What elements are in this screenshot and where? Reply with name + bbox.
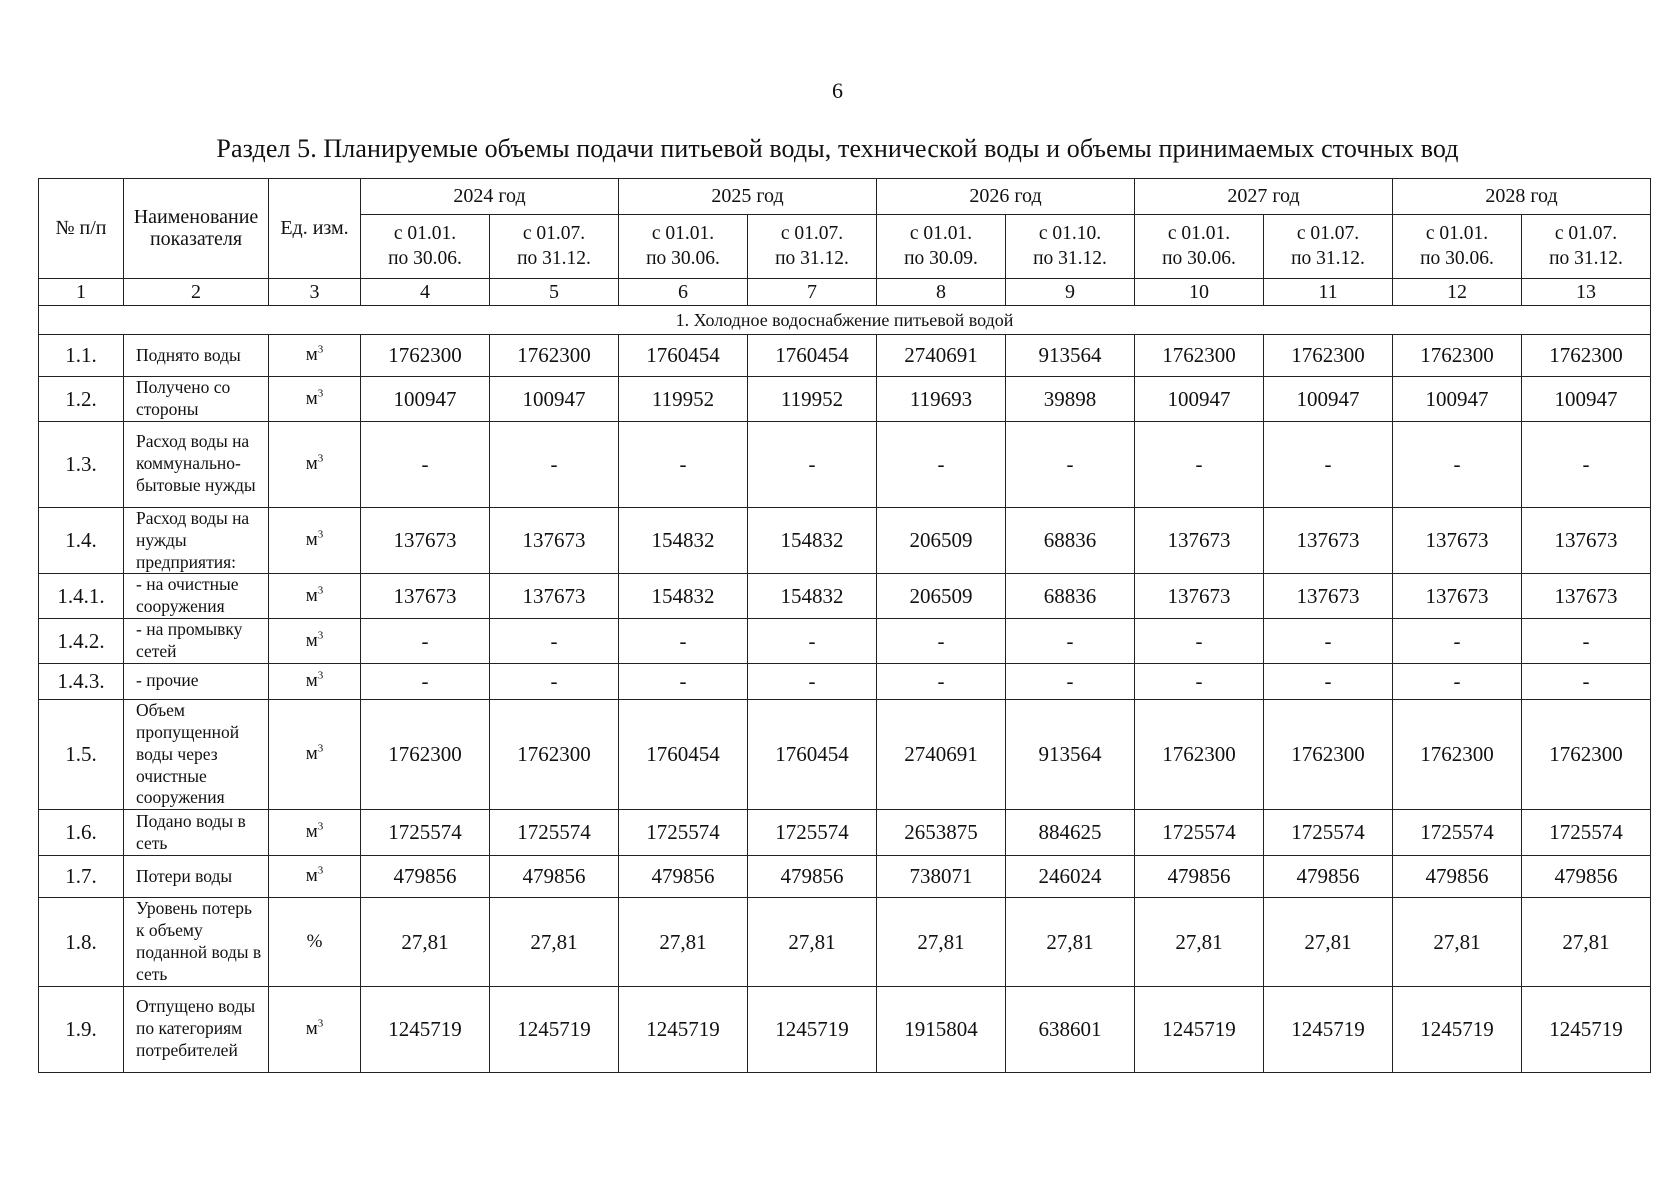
value-cell: 1762300 bbox=[1393, 699, 1522, 809]
period-to: по 31.12. bbox=[517, 247, 591, 269]
value-cell: - bbox=[1006, 421, 1135, 507]
unit-power: 3 bbox=[317, 629, 324, 642]
value-cell: - bbox=[1522, 663, 1651, 699]
value-cell: - bbox=[1393, 421, 1522, 507]
row-number: 1.4. bbox=[39, 507, 124, 574]
period-to: по 31.12. bbox=[1549, 247, 1623, 269]
row-name: Отпущено воды по категориям потребителей bbox=[124, 986, 269, 1072]
row-unit bbox=[269, 663, 361, 699]
period-to: по 30.06. bbox=[1162, 247, 1236, 269]
column-index-row bbox=[39, 279, 1651, 306]
value-cell: 1762300 bbox=[361, 699, 490, 809]
value-cell: 27,81 bbox=[1006, 898, 1135, 987]
row-unit bbox=[269, 810, 361, 856]
value-cell: - bbox=[1264, 619, 1393, 664]
row-name: Получено со стороны bbox=[124, 377, 269, 422]
period-from: с 01.07. bbox=[522, 222, 586, 244]
value-cell: 1762300 bbox=[1135, 335, 1264, 377]
unit-base: м bbox=[305, 629, 318, 651]
value-cell: - bbox=[1393, 663, 1522, 699]
period-to: по 30.06. bbox=[1420, 247, 1494, 269]
row-unit bbox=[269, 507, 361, 574]
value-cell: 1245719 bbox=[361, 986, 490, 1072]
value-cell: - bbox=[1135, 619, 1264, 664]
value-cell: 100947 bbox=[1264, 377, 1393, 422]
unit-base: м bbox=[305, 452, 318, 474]
value-cell: 27,81 bbox=[1135, 898, 1264, 987]
value-cell: 100947 bbox=[361, 377, 490, 422]
period-from: с 01.01. bbox=[1425, 222, 1489, 244]
value-cell: 119952 bbox=[619, 377, 748, 422]
value-cell: 1760454 bbox=[619, 335, 748, 377]
value-cell: 1760454 bbox=[748, 335, 877, 377]
value-cell: 479856 bbox=[1522, 856, 1651, 898]
period-to: по 30.09. bbox=[904, 247, 978, 269]
value-cell: 1725574 bbox=[1522, 810, 1651, 856]
value-cell: 137673 bbox=[1522, 507, 1651, 574]
value-cell: 100947 bbox=[1393, 377, 1522, 422]
column-index: 1 bbox=[39, 279, 124, 306]
row-number: 1.7. bbox=[39, 856, 124, 898]
header-name: Наименование показателя bbox=[124, 179, 269, 279]
table-row bbox=[39, 377, 1651, 422]
row-name: Поднято воды bbox=[124, 335, 269, 377]
header-period bbox=[361, 215, 490, 279]
value-cell: 1245719 bbox=[1135, 986, 1264, 1072]
value-cell: 1760454 bbox=[748, 699, 877, 809]
period-from: с 01.01. bbox=[651, 222, 715, 244]
row-name: - на промывку сетей bbox=[124, 619, 269, 664]
unit-base: м bbox=[305, 821, 318, 843]
period-to: по 31.12. bbox=[1291, 247, 1365, 269]
value-cell: - bbox=[619, 421, 748, 507]
section-row bbox=[39, 306, 1651, 335]
value-cell: 137673 bbox=[1522, 574, 1651, 619]
value-cell: 1762300 bbox=[1264, 335, 1393, 377]
value-cell: 1725574 bbox=[1264, 810, 1393, 856]
column-index: 3 bbox=[269, 279, 361, 306]
value-cell: - bbox=[748, 663, 877, 699]
value-cell: 137673 bbox=[1264, 507, 1393, 574]
column-index: 2 bbox=[124, 279, 269, 306]
column-index: 10 bbox=[1135, 279, 1264, 306]
period-from: с 01.07. bbox=[1296, 222, 1360, 244]
value-cell: 479856 bbox=[361, 856, 490, 898]
value-cell: - bbox=[1522, 421, 1651, 507]
table-row bbox=[39, 574, 1651, 619]
header-period bbox=[1264, 215, 1393, 279]
row-number: 1.4.2. bbox=[39, 619, 124, 664]
value-cell: 1762300 bbox=[361, 335, 490, 377]
value-cell: - bbox=[1264, 421, 1393, 507]
unit-power: 3 bbox=[317, 669, 324, 682]
value-cell: 137673 bbox=[1135, 507, 1264, 574]
row-number: 1.9. bbox=[39, 986, 124, 1072]
period-to: по 31.12. bbox=[775, 247, 849, 269]
section-heading: 1. Холодное водоснабжение питьевой водой bbox=[39, 306, 1651, 335]
period-to: по 31.12. bbox=[1033, 247, 1107, 269]
header-period bbox=[1135, 215, 1264, 279]
unit-power: 3 bbox=[317, 821, 324, 834]
unit-power: 3 bbox=[317, 528, 324, 541]
row-name: Уровень потерь к объему поданной воды в сеть bbox=[124, 898, 269, 987]
unit-base: м bbox=[305, 584, 318, 606]
value-cell: - bbox=[490, 619, 619, 664]
water-volume-table bbox=[38, 178, 1651, 1073]
unit-base: м bbox=[305, 387, 318, 409]
value-cell: 1245719 bbox=[1264, 986, 1393, 1072]
period-to: по 30.06. bbox=[646, 247, 720, 269]
row-number: 1.4.1. bbox=[39, 574, 124, 619]
unit-power: 3 bbox=[317, 387, 324, 400]
value-cell: - bbox=[361, 619, 490, 664]
value-cell: 27,81 bbox=[490, 898, 619, 987]
row-unit bbox=[269, 377, 361, 422]
header-num: № п/п bbox=[39, 179, 124, 279]
header-year: 2027 год bbox=[1135, 179, 1393, 215]
value-cell: 206509 bbox=[877, 574, 1006, 619]
value-cell: - bbox=[748, 421, 877, 507]
value-cell: 1762300 bbox=[1264, 699, 1393, 809]
value-cell: 137673 bbox=[1264, 574, 1393, 619]
value-cell: 1245719 bbox=[1393, 986, 1522, 1072]
header-year: 2024 год bbox=[361, 179, 619, 215]
row-number: 1.5. bbox=[39, 699, 124, 809]
header-years-row bbox=[39, 179, 1651, 215]
unit-base: м bbox=[305, 670, 318, 692]
unit-power: 3 bbox=[317, 742, 324, 755]
period-from: с 01.01. bbox=[1167, 222, 1231, 244]
table-row bbox=[39, 619, 1651, 664]
page-number: 6 bbox=[832, 78, 843, 103]
period-from: с 01.01. bbox=[909, 222, 973, 244]
row-number: 1.8. bbox=[39, 898, 124, 987]
value-cell: 137673 bbox=[1393, 507, 1522, 574]
value-cell: 913564 bbox=[1006, 699, 1135, 809]
unit-power: 3 bbox=[317, 452, 324, 465]
value-cell: 27,81 bbox=[748, 898, 877, 987]
value-cell: 1762300 bbox=[1393, 335, 1522, 377]
column-index: 5 bbox=[490, 279, 619, 306]
column-index: 9 bbox=[1006, 279, 1135, 306]
row-name: - прочие bbox=[124, 663, 269, 699]
header-year: 2028 год bbox=[1393, 179, 1651, 215]
row-name: Расход воды на коммунально-бытовые нужды bbox=[124, 421, 269, 507]
column-index: 6 bbox=[619, 279, 748, 306]
value-cell: 154832 bbox=[619, 574, 748, 619]
value-cell: 1762300 bbox=[490, 335, 619, 377]
period-from: с 01.01. bbox=[393, 222, 457, 244]
value-cell: 27,81 bbox=[877, 898, 1006, 987]
column-index: 7 bbox=[748, 279, 877, 306]
header-period bbox=[877, 215, 1006, 279]
value-cell: 1762300 bbox=[1135, 699, 1264, 809]
value-cell: 100947 bbox=[1135, 377, 1264, 422]
header-period bbox=[1006, 215, 1135, 279]
value-cell: 27,81 bbox=[619, 898, 748, 987]
period-to: по 30.06. bbox=[388, 247, 462, 269]
unit-base: м bbox=[305, 743, 318, 765]
value-cell: 137673 bbox=[490, 574, 619, 619]
value-cell: - bbox=[1006, 619, 1135, 664]
table-row bbox=[39, 699, 1651, 809]
value-cell: 1725574 bbox=[1135, 810, 1264, 856]
unit-base: м bbox=[305, 344, 318, 366]
value-cell: 638601 bbox=[1006, 986, 1135, 1072]
unit-power: 3 bbox=[317, 1017, 324, 1030]
row-unit bbox=[269, 986, 361, 1072]
header-year: 2025 год bbox=[619, 179, 877, 215]
period-from: с 01.07. bbox=[1554, 222, 1618, 244]
value-cell: 154832 bbox=[748, 574, 877, 619]
header-period bbox=[1393, 215, 1522, 279]
row-name: Потери воды bbox=[124, 856, 269, 898]
row-number: 1.6. bbox=[39, 810, 124, 856]
period-from: с 01.10. bbox=[1038, 222, 1102, 244]
value-cell: 479856 bbox=[619, 856, 748, 898]
value-cell: 137673 bbox=[361, 507, 490, 574]
value-cell: 1245719 bbox=[748, 986, 877, 1072]
value-cell: 27,81 bbox=[1264, 898, 1393, 987]
value-cell: 479856 bbox=[1393, 856, 1522, 898]
value-cell: 27,81 bbox=[361, 898, 490, 987]
row-unit bbox=[269, 619, 361, 664]
row-number: 1.4.3. bbox=[39, 663, 124, 699]
row-unit bbox=[269, 421, 361, 507]
value-cell: - bbox=[1393, 619, 1522, 664]
value-cell: 1915804 bbox=[877, 986, 1006, 1072]
unit-power: 3 bbox=[317, 343, 324, 356]
table-row bbox=[39, 856, 1651, 898]
row-unit bbox=[269, 856, 361, 898]
row-unit bbox=[269, 335, 361, 377]
row-number: 1.3. bbox=[39, 421, 124, 507]
value-cell: - bbox=[1006, 663, 1135, 699]
value-cell: 479856 bbox=[1135, 856, 1264, 898]
value-cell: 137673 bbox=[1393, 574, 1522, 619]
value-cell: 1725574 bbox=[361, 810, 490, 856]
value-cell: - bbox=[1264, 663, 1393, 699]
value-cell: 1762300 bbox=[490, 699, 619, 809]
header-period bbox=[490, 215, 619, 279]
header-period bbox=[748, 215, 877, 279]
value-cell: 884625 bbox=[1006, 810, 1135, 856]
value-cell: 27,81 bbox=[1393, 898, 1522, 987]
value-cell: 1245719 bbox=[1522, 986, 1651, 1072]
value-cell: 2653875 bbox=[877, 810, 1006, 856]
value-cell: 1760454 bbox=[619, 699, 748, 809]
value-cell: - bbox=[877, 619, 1006, 664]
table-row bbox=[39, 810, 1651, 856]
value-cell: 154832 bbox=[619, 507, 748, 574]
row-name: Подано воды в сеть bbox=[124, 810, 269, 856]
column-index: 4 bbox=[361, 279, 490, 306]
unit-base: м bbox=[305, 1017, 318, 1039]
value-cell: 100947 bbox=[490, 377, 619, 422]
value-cell: 68836 bbox=[1006, 574, 1135, 619]
row-name: Объем пропущенной воды через очистные сооружения bbox=[124, 699, 269, 809]
unit-power: 3 bbox=[317, 584, 324, 597]
value-cell: 479856 bbox=[748, 856, 877, 898]
column-index: 13 bbox=[1522, 279, 1651, 306]
column-index: 12 bbox=[1393, 279, 1522, 306]
value-cell: - bbox=[877, 663, 1006, 699]
value-cell: 1762300 bbox=[1522, 699, 1651, 809]
table-row bbox=[39, 507, 1651, 574]
value-cell: 1245719 bbox=[619, 986, 748, 1072]
value-cell: 1245719 bbox=[490, 986, 619, 1072]
value-cell: - bbox=[361, 421, 490, 507]
value-cell: 246024 bbox=[1006, 856, 1135, 898]
value-cell: 479856 bbox=[490, 856, 619, 898]
value-cell: 119693 bbox=[877, 377, 1006, 422]
value-cell: 2740691 bbox=[877, 335, 1006, 377]
value-cell: 479856 bbox=[1264, 856, 1393, 898]
value-cell: 2740691 bbox=[877, 699, 1006, 809]
row-name: - на очистные сооружения bbox=[124, 574, 269, 619]
period-from: с 01.07. bbox=[780, 222, 844, 244]
value-cell: 154832 bbox=[748, 507, 877, 574]
column-index: 8 bbox=[877, 279, 1006, 306]
value-cell: - bbox=[490, 663, 619, 699]
value-cell: - bbox=[1135, 421, 1264, 507]
value-cell: - bbox=[361, 663, 490, 699]
row-number: 1.1. bbox=[39, 335, 124, 377]
value-cell: 119952 bbox=[748, 377, 877, 422]
value-cell: - bbox=[490, 421, 619, 507]
value-cell: 68836 bbox=[1006, 507, 1135, 574]
row-number: 1.2. bbox=[39, 377, 124, 422]
unit-base: м bbox=[305, 529, 318, 551]
value-cell: 1762300 bbox=[1522, 335, 1651, 377]
value-cell: 27,81 bbox=[1522, 898, 1651, 987]
value-cell: - bbox=[1135, 663, 1264, 699]
value-cell: 39898 bbox=[1006, 377, 1135, 422]
row-unit bbox=[269, 898, 361, 987]
header-period bbox=[1522, 215, 1651, 279]
column-index: 11 bbox=[1264, 279, 1393, 306]
value-cell: 913564 bbox=[1006, 335, 1135, 377]
value-cell: 137673 bbox=[361, 574, 490, 619]
header-year: 2026 год bbox=[877, 179, 1135, 215]
value-cell: 137673 bbox=[490, 507, 619, 574]
row-unit bbox=[269, 574, 361, 619]
row-name: Расход воды на нужды предприятия: bbox=[124, 507, 269, 574]
value-cell: - bbox=[619, 619, 748, 664]
table-row bbox=[39, 663, 1651, 699]
table-row bbox=[39, 898, 1651, 987]
table-row bbox=[39, 421, 1651, 507]
value-cell: 1725574 bbox=[748, 810, 877, 856]
value-cell: - bbox=[748, 619, 877, 664]
value-cell: 137673 bbox=[1135, 574, 1264, 619]
unit-power: 3 bbox=[317, 865, 324, 878]
row-unit bbox=[269, 699, 361, 809]
unit-base: м bbox=[305, 865, 318, 887]
table-row bbox=[39, 335, 1651, 377]
unit-base: % bbox=[306, 930, 323, 952]
value-cell: 100947 bbox=[1522, 377, 1651, 422]
value-cell: - bbox=[619, 663, 748, 699]
value-cell: 1725574 bbox=[490, 810, 619, 856]
table-row bbox=[39, 986, 1651, 1072]
value-cell: 206509 bbox=[877, 507, 1006, 574]
value-cell: 1725574 bbox=[1393, 810, 1522, 856]
header-period bbox=[619, 215, 748, 279]
value-cell: - bbox=[1522, 619, 1651, 664]
value-cell: 738071 bbox=[877, 856, 1006, 898]
header-unit: Ед. изм. bbox=[269, 179, 361, 279]
section-title: Раздел 5. Планируемые объемы подачи питьевой воды, технической воды и объемы принимаемых сточных вод bbox=[216, 134, 1459, 163]
value-cell: - bbox=[877, 421, 1006, 507]
value-cell: 1725574 bbox=[619, 810, 748, 856]
